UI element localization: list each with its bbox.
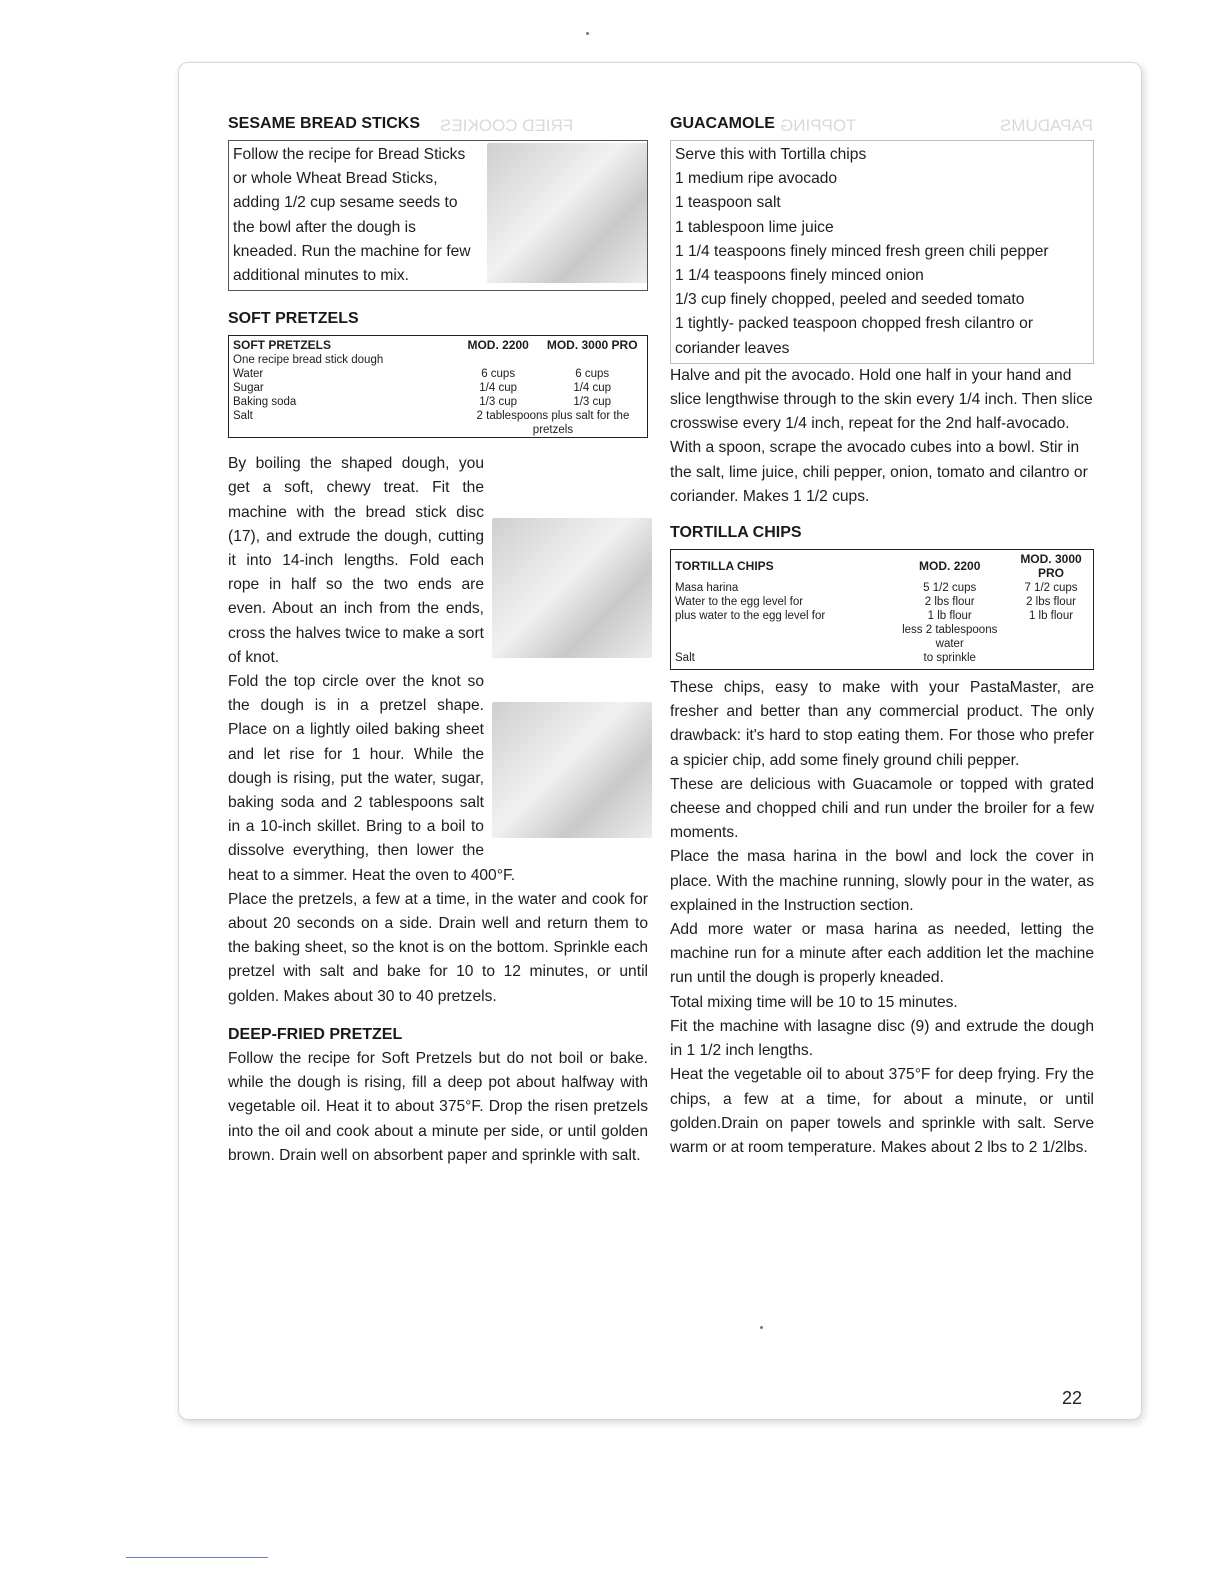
table-row <box>671 651 1093 669</box>
table-cell: One recipe bread stick dough <box>233 354 384 367</box>
sesame-title: SESAME BREAD STICKS <box>228 115 421 132</box>
table-cell: 7 1/2 cups <box>1024 582 1078 595</box>
table-cell: Masa harina <box>675 582 739 595</box>
table-row <box>229 367 647 381</box>
scan-speck <box>586 32 589 35</box>
table-cell: 1 lb flour <box>1028 610 1074 623</box>
pretzels-table-header: SOFT PRETZELS <box>233 338 332 353</box>
pretzels-baked-photo <box>492 702 652 838</box>
guacamole-text: Halve and pit the avocado. Hold one half in your hand and slice lengthwise through to the skin every 1/4 inch. Then slice crosswise every 1/4 inch, repeat for the 2nd half-avocado. With a spoon, scrape the avocado cubes into a bowl. Stir in the salt, lime juice, chili pepper, onion, tomato and cilantro or coriander. Makes 1 1/2 cups. <box>670 366 1093 505</box>
table-cell <box>671 623 890 651</box>
sesame-text: Follow the recipe for Bread Sticks or whole Wheat Bread Sticks, adding 1/2 cup sesame seeds to the bowl after the dough is kneaded. Run the machine for few additional minutes to mix. <box>233 146 471 285</box>
table-cell <box>537 353 647 367</box>
pretzels-paragraph-1: By boiling the shaped dough, you get a soft, chewy treat. Fit the machine with the bread stick disc (17), and extrude the dough, cutting it into 14-inch lengths. Fold each rope in half so the two ends are even. About an inch from the ends, cross the halves twice to make a sort of knot. <box>228 455 484 666</box>
table-cell: 1/3 cup <box>573 396 612 409</box>
table-row <box>229 409 647 437</box>
table-cell: 2 lbs flour <box>1026 596 1076 609</box>
soft-pretzels-section <box>228 307 648 1009</box>
table-row <box>671 581 1093 595</box>
table-cell: 2 lbs flour <box>924 596 975 609</box>
ingredient-line: 1 tablespoon lime juice <box>675 218 834 236</box>
tortilla-title: TORTILLA CHIPS <box>670 524 802 542</box>
table-row <box>229 395 647 409</box>
table-cell <box>1009 623 1093 651</box>
table-cell: 6 cups <box>481 368 516 381</box>
table-row <box>671 609 1093 623</box>
table-cell: Water <box>233 368 264 381</box>
deep-fried-title: DEEP-FRIED PRETZEL <box>228 1025 403 1043</box>
ingredient-line: Serve this with Tortilla chips <box>675 146 867 163</box>
tortilla-table-col-2200: MOD. 2200 <box>919 559 981 574</box>
table-cell <box>459 353 538 367</box>
pretzels-paragraph-3: Place the pretzels, a few at a time, in the water and cook for about 20 seconds on a side. Drain well and return them to the baking sheet, so the knot is on the bottom. Sprinkle each pretzel with salt and bake for 10 to 12 minutes, or until golden. Makes about 30 to 40 pretzels. <box>228 890 648 1005</box>
table-cell: 1/4 cup <box>573 382 612 395</box>
tortilla-chips-section <box>670 521 1094 1160</box>
tortilla-paragraph: These chips, easy to make with your PastaMaster, are fresher and better than any commercial product. The only drawback: it's hard to stop eating them. For those who prefer a spicier chip, add some finely ground chili pepper. <box>670 679 1094 769</box>
table-row <box>671 623 1093 651</box>
scan-speck <box>760 1326 763 1329</box>
table-cell: 2 tablespoons plus salt for the pretzels <box>476 410 630 437</box>
table-cell: Sugar <box>233 382 264 395</box>
tortilla-body <box>670 676 1094 1160</box>
bread-sticks-photo <box>487 143 647 283</box>
ingredient-line: 1 1/4 teaspoons finely minced fresh green chili pepper <box>675 242 1049 260</box>
table-cell: 1 lb flour <box>927 610 972 623</box>
sesame-box <box>228 140 648 291</box>
table-cell: 5 1/2 cups <box>923 582 977 595</box>
table-cell: 6 cups <box>575 368 610 381</box>
ingredient-line: 1 medium ripe avocado <box>675 170 838 188</box>
tortilla-table-col-3000: MOD. 3000 PRO <box>1020 552 1082 581</box>
pretzels-table <box>228 335 648 438</box>
tortilla-table <box>670 549 1094 670</box>
table-cell: less 2 tablespoons water <box>902 624 998 651</box>
bleed-through-2: TOPPING <box>780 116 857 135</box>
ingredient-line: 1 teaspoon salt <box>675 194 781 212</box>
tortilla-paragraph: These are delicious with Guacamole or topped with grated cheese and chopped chili and run under the broiler for a few moments. <box>670 775 1094 842</box>
table-cell: 1/3 cup <box>479 396 517 409</box>
pretzels-body <box>228 452 648 1009</box>
pretzels-title: SOFT PRETZELS <box>228 310 359 328</box>
table-cell: Salt <box>233 410 253 423</box>
tortilla-paragraph: Heat the vegetable oil to about 375°F for deep frying. Fry the chips, a few at a time, for about a minute, or until golden.Drain on paper towels and sprinkle with salt. Serve warm or at room temperature. Makes about 2 lbs to 2 1/2lbs. <box>670 1066 1094 1156</box>
page-number: 22 <box>1062 1388 1083 1408</box>
table-row <box>229 381 647 395</box>
guacamole-section <box>670 112 1094 509</box>
tortilla-paragraph: Add more water or masa harina as needed, letting the machine run for a minute after each addition let the machine run until the dough is properly kneaded. <box>670 921 1094 987</box>
table-row <box>671 595 1093 609</box>
right-column <box>670 112 1094 1160</box>
bleed-through-3: PAPADUMS <box>1000 116 1093 135</box>
table-cell: Water to the egg level for <box>675 596 804 609</box>
pretzels-table-col-2200: MOD. 2200 <box>467 338 529 353</box>
tortilla-paragraph: Total mixing time will be 10 to 15 minutes. <box>670 993 958 1011</box>
ingredient-line: 1/3 cup finely chopped, peeled and seeded tomato <box>675 291 1025 309</box>
tortilla-paragraph: Place the masa harina in the bowl and lock the cover in place. With the machine running, slowly pour in the water, as explained in the Instruction section. <box>670 848 1094 914</box>
table-row <box>229 353 647 367</box>
ingredient-line: 1 tightly- packed teaspoon chopped fresh cilantro or coriander leaves <box>675 315 1034 357</box>
table-cell: Baking soda <box>233 396 297 409</box>
deep-fried-pretzel-section <box>228 1023 648 1168</box>
guacamole-title: GUACAMOLE <box>670 115 775 132</box>
table-cell: Salt <box>675 652 695 665</box>
table-cell: plus water to the egg level for <box>675 610 826 623</box>
pretzels-table-col-3000: MOD. 3000 PRO <box>546 338 638 353</box>
left-column <box>228 112 648 1168</box>
pretzels-paragraph-2: Fold the top circle over the knot so the dough is in a pretzel shape. Place on a lightly oiled baking sheet and let rise for 1 hour. While the dough is rising, put the water, sugar, baking soda and 2 tablespoons salt in a 10-inch skillet. Bring to a boil to dissolve everything, then lower the heat to a simmer. Heat the oven to 400°F. <box>228 673 516 884</box>
scan-edge-line <box>126 1557 268 1558</box>
deep-fried-text: Follow the recipe for Soft Pretzels but do not boil or bake. while the dough is rising, fill a deep pot about halfway with vegetable oil. Heat it to about 375°F. Drop the risen pretzels into the oil and cook about a minute per side, or until golden brown. Drain well on absorbent paper and sprinkle with salt. <box>228 1049 648 1164</box>
tortilla-table-header: TORTILLA CHIPS <box>675 559 774 574</box>
guacamole-ingredients-box <box>670 140 1094 364</box>
ingredient-line: 1 1/4 teaspoons finely minced onion <box>675 267 924 285</box>
table-cell <box>1009 651 1093 669</box>
bleed-through-1: FRIED COOKIES <box>440 116 574 135</box>
table-cell: 1/4 cup <box>479 382 517 395</box>
pretzel-knot-photo <box>492 518 652 658</box>
sesame-bread-sticks-section <box>228 112 648 291</box>
tortilla-paragraph: Fit the machine with lasagne disc (9) and extrude the dough in 1 1/2 inch lengths. <box>670 1017 1094 1060</box>
table-cell: to sprinkle <box>923 652 976 665</box>
